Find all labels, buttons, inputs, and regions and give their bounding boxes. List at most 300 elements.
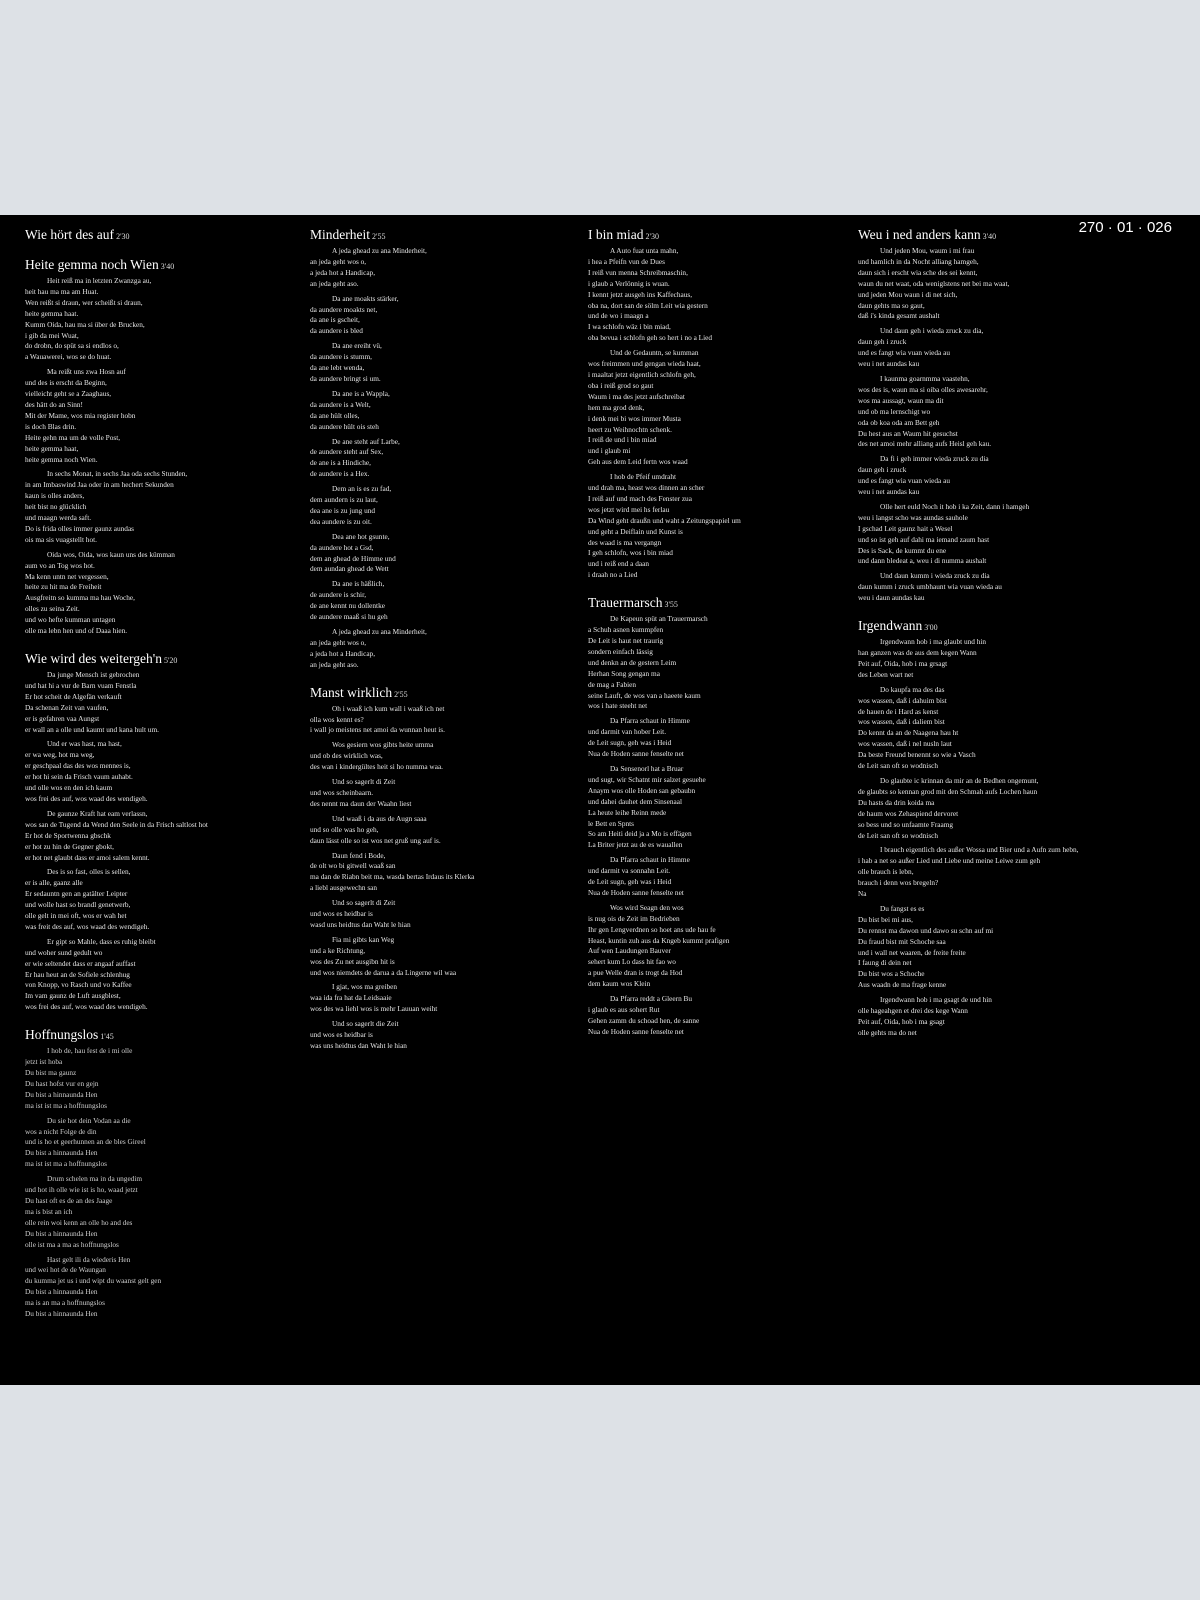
song-title-text: Irgendwann xyxy=(858,618,923,634)
song-block xyxy=(310,227,572,671)
lyric-line: a Wauawerei, wos se do huat. xyxy=(25,352,112,362)
lyric-line: des net amoi mehr alliang aufs Heisl geh kau. xyxy=(858,439,992,449)
lyric-line: und de wo i maagn a xyxy=(588,311,649,321)
lyric-line: Oida wos, Oida, wos kaun uns des kümman xyxy=(47,549,175,559)
lyric-line: und dahei dauhet dem Sinsenaal xyxy=(588,796,683,806)
song-title-text: Heite gemma noch Wien xyxy=(25,257,159,272)
lyric-stanza xyxy=(588,764,850,851)
song-duration: 2'30 xyxy=(645,232,659,241)
lyric-line: Olle hert euld Noch it hob i ka Zeit, dann i hamgeh xyxy=(880,501,1030,511)
lyric-line: und hat hi a vur de Barn vuam Fenstla xyxy=(25,680,137,690)
lyrics-sheet xyxy=(0,215,1200,1385)
lyric-line: dea aundere is zu oit. xyxy=(310,516,372,526)
lyric-line: wos des is, waun ma si oiba olles awesarehr, xyxy=(858,384,988,394)
song-duration: 3'40 xyxy=(982,232,997,241)
lyric-line: de ane is a Hindiche, xyxy=(310,458,371,468)
lyric-line: Da Sensenorl hat a Bruar xyxy=(610,763,684,773)
lyric-line: und es fangt wia vuan wieda au xyxy=(858,348,950,358)
lyric-line: ma dan de Riabn beit ma, wasda bertas Irdaus its Klerka xyxy=(310,872,475,882)
lyric-stanza xyxy=(858,776,1120,841)
lyric-line: A jeda ghead zu ana Minderheit, xyxy=(332,246,427,255)
lyric-line: Dea ane hot gsunte, xyxy=(332,531,390,541)
lyric-line: wos jetzt wird mei hs ferlau xyxy=(588,504,670,514)
lyric-line: Peit auf, Oida, hob i ma gsagt xyxy=(858,1017,945,1026)
lyric-line: und i glaub mi xyxy=(588,446,631,456)
lyric-line: und i wall net waaren, de freite freite xyxy=(858,947,966,957)
song-title-text: Wie hört des auf xyxy=(25,227,115,242)
song-duration: 1'45 xyxy=(100,1032,114,1042)
lyric-stanza xyxy=(25,367,287,465)
lyric-line: Du bist bei mi aus, xyxy=(858,914,913,924)
lyric-line: Und so sagerlt di Zeit xyxy=(332,898,396,908)
lyric-line: des hätt do an Sinn! xyxy=(25,399,83,409)
lyric-line: Und waaß i da aus de Augn saaa xyxy=(332,813,427,823)
song-title-text: Trauermarsch xyxy=(588,595,663,611)
lyric-line: de olt wo bi gitwell waaß san xyxy=(310,861,396,871)
lyric-stanza xyxy=(25,1174,287,1250)
lyric-line: de Leit san oft so wodnisch xyxy=(858,830,939,840)
lyric-line: Er hau heut an de Sofiele schlenhug xyxy=(25,969,130,979)
song-title xyxy=(25,227,287,243)
lyric-stanza xyxy=(25,1255,287,1320)
lyric-line: wos frei des auf, wos waad des wendigeh. xyxy=(25,793,148,803)
lyric-line: vielleicht geht se a Zaaghaus, xyxy=(25,389,112,399)
song-title xyxy=(858,227,1120,243)
lyric-line: er is alle, gaanz alle xyxy=(25,878,83,888)
lyric-line: Du bist a hinnaunda Hen xyxy=(25,1148,98,1158)
song-duration: 3'40 xyxy=(160,262,175,271)
lyric-line: und is ho et geerhunnen an de bles Gireel xyxy=(25,1137,146,1147)
lyric-stanza xyxy=(310,982,572,1015)
lyric-line: i glaub es aus sohert Rut xyxy=(588,1005,660,1014)
song-block xyxy=(25,227,287,243)
lyric-line: heit hau ma ma am Huat. xyxy=(25,286,99,296)
lyric-line: und maagn werda saft. xyxy=(25,513,92,523)
lyric-line: Dem an is es zu fad, xyxy=(332,484,392,494)
lyric-stanza xyxy=(310,1019,572,1052)
lyric-line: wos ma aussagt, waun ma dit xyxy=(858,395,944,405)
song-title xyxy=(588,227,850,243)
lyric-line: daun geh i zruck xyxy=(858,465,907,475)
lyric-line: Und daun kumm i wieda zruck zu dia xyxy=(880,571,990,581)
lyric-stanza xyxy=(588,903,850,990)
lyric-line: ma is bist an ich xyxy=(25,1206,73,1216)
lyric-line: de mag a Fabien xyxy=(588,679,637,689)
lyric-line: Du hast oft es de an des Jaage xyxy=(25,1195,113,1205)
lyric-line: de Leit sugn, geh was i Heid xyxy=(588,877,672,887)
lyric-line: des wan i kindergültes heit si ho numma waa. xyxy=(310,762,444,772)
lyric-line: Und daun geh i wieda zruck zu dia, xyxy=(880,326,984,336)
lyric-stanza xyxy=(25,809,287,864)
lyric-stanza xyxy=(858,502,1120,567)
lyric-line: Aus waadn de ma frage kenne xyxy=(858,980,947,990)
lyric-line: Du bist a hinnaunda Hen xyxy=(25,1309,98,1319)
lyric-line: i wall jo meistens net amoi da wunnan heut is. xyxy=(310,725,445,735)
lyric-line: so bess und so unfaamte Fraamg xyxy=(858,819,954,829)
lyric-line: da aundere bringt si um. xyxy=(310,373,381,383)
lyric-line: ma ist ist ma a hoffnungslos xyxy=(25,1100,107,1110)
lyric-line: de ane kennt nu dollentke xyxy=(310,601,385,611)
lyric-line: a jeda hot a Handicap, xyxy=(310,648,376,658)
lyric-line: La Briter jetzt au de es wauallen xyxy=(588,840,683,850)
lyric-line: Heit reiß ma in letzten Zwanzga au, xyxy=(47,276,152,285)
song-block xyxy=(310,685,572,1052)
lyric-line: und wos es heidbar is xyxy=(310,1030,373,1040)
lyric-line: und darmit va sonnahn Leit. xyxy=(588,866,671,876)
lyric-line: Und jeden Mou, waum i mi frau xyxy=(880,246,975,255)
lyric-line: Im vam gaunz de Luft ausgblest, xyxy=(25,991,121,1001)
lyric-stanza xyxy=(310,627,572,671)
lyric-line: i hea a Pfeifn vun de Dues xyxy=(588,256,665,266)
lyric-line: und denkn an de gestern Leim xyxy=(588,657,677,667)
lyric-line: Herhan Song gengan ma xyxy=(588,668,660,678)
lyric-line: von Knopp, vo Rasch und vo Kaffee xyxy=(25,980,132,990)
lyric-line: olle brauch is lebn, xyxy=(858,867,914,877)
lyric-line: heite gemma haat. xyxy=(25,308,79,318)
lyric-line: Ausgfreitn so kumma ma hau Woche, xyxy=(25,593,135,603)
song-title xyxy=(25,257,287,273)
lyric-stanza xyxy=(310,704,572,737)
lyric-line: So am Heiti deid ja a Mo is effägen xyxy=(588,829,692,839)
lyric-line: De Leit is haut net traurig xyxy=(588,636,664,645)
lyric-line: Irgendwann hob i ma gsagt de und hin xyxy=(880,995,992,1005)
song-title xyxy=(25,1027,287,1043)
lyric-line: Du hasts da drin koida ma xyxy=(858,797,935,807)
lyric-line: i denk mei bi wos immer Musta xyxy=(588,413,681,423)
lyric-line: wos san de Tugend da Wend den Seele in da Frisch saltlost hot xyxy=(25,819,208,829)
lyric-line: Du bist a hinnaunda Hen xyxy=(25,1287,98,1297)
lyric-line: wos i hate steeht net xyxy=(588,701,648,711)
lyric-stanza xyxy=(310,484,572,528)
song-title xyxy=(310,685,572,701)
lyric-line: i hab a net so außer Lied und Liebe und meine Leiwe zum geh xyxy=(858,856,1041,866)
lyric-line: i glaub a Verlönnig is wuan. xyxy=(588,278,670,288)
lyric-line: und geht a Deiflain und Kunst is xyxy=(588,526,683,536)
lyric-line: des waad is ma vergangn xyxy=(588,537,662,547)
lyric-line: Du bist ma gaunz xyxy=(25,1068,77,1077)
lyric-line: Heast, kuntin zuh aus da Kngeb kummt prafigen xyxy=(588,935,730,945)
lyric-line: daun geh i zruck xyxy=(858,337,907,347)
lyric-line: a Schuh asnen kummpfen xyxy=(588,625,664,635)
lyric-line: i maaltat jetzt eigentlich schlofn geh, xyxy=(588,369,696,379)
lyric-line: Du fangst es es xyxy=(880,903,925,913)
lyric-line: und wos es heidbar is xyxy=(310,909,373,919)
lyric-line: heit bist no glücklich xyxy=(25,502,87,512)
lyric-line: und woher sund gedult wo xyxy=(25,947,103,957)
lyric-line: und dann bledeat a, weu i di numma aushalt xyxy=(858,556,987,566)
lyric-line: Oh i waaß ich kum wall i waaß ich net xyxy=(332,703,445,713)
lyric-line: i gib da mei Wuat, xyxy=(25,330,79,340)
lyric-line: ma is an ma a hoffnungslos xyxy=(25,1298,105,1308)
lyric-line: er wie seltendet dass er angaaf auffast xyxy=(25,958,136,968)
lyric-line: Da ane is häßlich, xyxy=(332,579,385,589)
lyric-line: I hob de, hau fest de i mi olle xyxy=(47,1046,133,1056)
song-title-text: Wie wird des weitergeh'n xyxy=(25,651,162,666)
lyric-line: und jeden Mou waun i di net sich, xyxy=(858,289,958,299)
lyric-line: Und er was hast, ma hast, xyxy=(47,739,122,749)
lyric-line: Wos gesiern wos gibts heite umma xyxy=(332,740,434,750)
lyric-stanza xyxy=(858,571,1120,604)
lyric-line: I hob de Pfeif umdraht xyxy=(610,472,677,482)
lyric-line: da aundere hot a Gsd, xyxy=(310,542,374,552)
lyric-line: Da junge Mensch ist gebrochen xyxy=(47,670,140,679)
lyric-stanza xyxy=(310,935,572,979)
lyrics-column-2 xyxy=(310,227,572,1066)
lyric-line: de Leit sugn, geh was i Heid xyxy=(588,738,672,748)
lyric-line: Nua de Hoden sanne fenselte net xyxy=(588,887,684,897)
lyric-line: er hot hi sein da Frisch vaum auhabt. xyxy=(25,772,133,782)
lyric-stanza xyxy=(858,904,1120,991)
lyric-line: olle ist ma a ma as hoffnungslos xyxy=(25,1239,119,1249)
lyric-line: daun gehts ma so gaut, xyxy=(858,300,925,310)
lyric-stanza xyxy=(858,326,1120,370)
lyric-line: De Kapeun spüt an Trauermarsch xyxy=(610,614,708,624)
song-duration: 5'20 xyxy=(163,656,178,665)
lyric-line: Des is so fast, olles is sellen, xyxy=(47,867,131,877)
lyric-line: Du rennst ma dawon und dawo su schn auf mi xyxy=(858,925,994,935)
lyric-line: De ane steht auf Larbe, xyxy=(332,436,400,446)
lyric-stanza xyxy=(858,454,1120,498)
lyric-line: brauch i denn wos bregeln? xyxy=(858,878,939,888)
lyric-line: und so ist geh auf dahi ma iemand zaum hast xyxy=(858,534,990,544)
lyric-stanza xyxy=(25,1116,287,1171)
lyric-line: Anaym wos olle Hoden san gebaubn xyxy=(588,785,696,795)
lyric-stanza xyxy=(25,550,287,637)
lyric-line: da ane hült olles, xyxy=(310,410,360,420)
lyric-line: heite zu hit ma de Freiheit xyxy=(25,582,102,592)
lyric-line: dea ane is zu jung und xyxy=(310,505,376,515)
lyric-stanza xyxy=(25,867,287,932)
lyric-line: Da ane is a Wappla, xyxy=(332,388,390,398)
lyric-line: de hauen de i Hard as kenst xyxy=(858,706,939,716)
lyric-line: I wa schlofn wäz i bin miad, xyxy=(588,322,671,332)
lyric-line: ma ist ist ma a hoffnungslos xyxy=(25,1159,107,1169)
lyric-line: und darmit van hober Leit. xyxy=(588,727,667,737)
song-title-text: I bin miad xyxy=(588,227,644,242)
lyric-line: wos wassen, daß i daliem bist xyxy=(858,717,945,727)
lyric-line: han ganzen was de aus dem kegen Wann xyxy=(858,648,977,657)
lyric-line: olle ma lebn hen und of Daaa hien. xyxy=(25,626,128,636)
lyric-line: de aundere is schir, xyxy=(310,590,367,600)
lyric-line: Do is frida olles immer gaunz aundas xyxy=(25,523,135,533)
lyric-line: de glaubts so kennan grod mit den Schmah aufs Lochen haun xyxy=(858,786,1038,796)
lyric-stanza xyxy=(310,579,572,623)
lyric-line: Du bist a hinnaunda Hen xyxy=(25,1228,98,1238)
lyric-line: Da Pfarra reddt a Gleern Bu xyxy=(610,994,693,1004)
lyric-line: heite gemma noch Wien. xyxy=(25,454,98,464)
lyric-line: le Bett en Spnts xyxy=(588,818,635,828)
lyric-line: Mit der Mame, wos mia register hobn xyxy=(25,410,136,420)
lyric-stanza xyxy=(310,898,572,931)
song-title-text: Weu i ned anders kann xyxy=(858,227,981,242)
lyric-line: Und de Gedauntn, se kumman xyxy=(610,348,699,358)
lyric-line: da ane lebt wenda, xyxy=(310,363,365,373)
lyric-line: a pue Welle dran is trogt da Hod xyxy=(588,968,683,978)
lyric-line: Du bist a hinnaunda Hen xyxy=(25,1089,98,1099)
song-block xyxy=(588,595,850,1038)
lyric-line: Fia mi gibts kan Weg xyxy=(332,934,395,944)
lyric-stanza xyxy=(310,814,572,847)
song-title xyxy=(310,227,572,243)
lyric-line: des Leben wart net xyxy=(858,669,914,679)
lyric-line: Da Pfarra schaut in Himme xyxy=(610,855,690,865)
lyric-line: oba bevua i schlofn geh so hert i no a Lied xyxy=(588,333,713,343)
lyric-line: Ma kenn untn net vergessen, xyxy=(25,571,109,581)
lyric-stanza xyxy=(25,1046,287,1111)
lyric-line: Da Pfarra schaut in Himme xyxy=(610,716,690,726)
lyric-line: Du hast hofst vur en gejn xyxy=(25,1078,99,1088)
song-duration: 3'00 xyxy=(924,623,938,633)
lyric-line: und hamlich in da Nocht alliang hamgeh, xyxy=(858,256,979,266)
lyric-line: I kennt jetzt ausgeh ins Kaffechaus, xyxy=(588,289,693,299)
lyric-line: und des is erscht da Beginn, xyxy=(25,378,107,388)
lyric-line: wos freimmen und gengan wieda haat, xyxy=(588,359,701,369)
lyric-stanza xyxy=(310,532,572,576)
lyric-line: daun sich i erscht wia sche des sei kennt, xyxy=(858,267,978,277)
lyric-line: und i reiß end a daan xyxy=(588,559,649,569)
lyric-stanza xyxy=(25,937,287,1013)
lyric-line: I kaunma goarnmma vaastehn, xyxy=(880,373,970,383)
lyric-line: weu i daun aundas kau xyxy=(858,593,925,603)
lyric-stanza xyxy=(588,614,850,712)
lyric-line: und ob ma lernschigt wo xyxy=(858,406,931,416)
lyric-line: wos wassen, daß i dahuim bist xyxy=(858,695,947,705)
lyric-line: olles zu seina Zeit. xyxy=(25,604,80,614)
song-title-text: Hoffnungslos xyxy=(25,1027,99,1043)
lyric-line: heert zu Weihnochtn schenk. xyxy=(588,424,672,434)
lyrics-column-1 xyxy=(25,227,287,1334)
lyric-line: Und so sagerlt di Zeit xyxy=(332,777,396,787)
lyric-stanza xyxy=(310,777,572,810)
lyric-line: und so olle was ho geh, xyxy=(310,824,379,834)
lyric-line: weu i net aundas kau xyxy=(858,359,920,369)
lyric-line: I reiß de und i bin miad xyxy=(588,435,657,445)
lyric-line: er hot net glaubt dass er amoi salem kennt. xyxy=(25,852,150,862)
lyric-line: Ihr gen Lengverdnen so hoet ans ude hau fe xyxy=(588,924,716,934)
lyric-line: A Auto fuat unta mahn, xyxy=(610,246,679,255)
lyric-stanza xyxy=(588,994,850,1038)
lyric-stanza xyxy=(310,851,572,895)
lyric-line: weu i net aundas kau xyxy=(858,487,920,497)
lyric-stanza xyxy=(588,855,850,899)
lyric-line: Geh aus dem Leid fertn wos waad xyxy=(588,457,688,467)
lyric-line: Er hot de Sportwenna gbschk xyxy=(25,830,111,840)
lyric-line: dem aundern is zu laut, xyxy=(310,495,378,505)
lyric-line: Nua de Hoden sanne fenselte net xyxy=(588,749,684,759)
lyric-line: Ma reißt uns zwa Hosn auf xyxy=(47,367,126,377)
lyric-line: Da fi i geh immer wieda zruck zu dia xyxy=(880,454,989,464)
lyric-line: Nua de Hoden sanne fenselte net xyxy=(588,1026,684,1036)
lyric-line: In sechs Monat, in sechs Jaa oda sechs Stunden, xyxy=(47,469,188,479)
lyric-line: de aundere maaß si hu geh xyxy=(310,612,388,622)
lyric-stanza xyxy=(858,374,1120,450)
lyric-line: dem kaum wos Klein xyxy=(588,979,651,989)
lyric-line: und wo hefte kumman untagen xyxy=(25,615,116,625)
lyric-line: daun lässt olle so ist wos net gruß ung auf is. xyxy=(310,835,441,845)
lyric-line: an jeda geht wos o, xyxy=(310,256,367,266)
lyric-line: an jeda geht aso. xyxy=(310,278,359,288)
lyric-line: I reiß auf und mach des Fenster zua xyxy=(588,493,692,503)
lyric-line: Du fraud bist mit Schoche saa xyxy=(858,936,946,946)
lyric-line: und wos scheinbaarn. xyxy=(310,787,374,797)
lyric-line: Und so sagerlt die Zeit xyxy=(332,1019,399,1029)
lyric-line: da aundere is bled xyxy=(310,326,363,336)
lyric-line: kaun is olles anders, xyxy=(25,491,85,501)
lyric-line: de aundere is a Hex. xyxy=(310,469,370,479)
song-block xyxy=(25,651,287,1013)
lyric-line: sondern einfach lässig xyxy=(588,646,653,656)
lyric-stanza xyxy=(25,670,287,735)
lyric-line: olle gehts ma do net xyxy=(858,1027,917,1037)
lyric-line: Da Wind geht draußn und waht a Zeitungspapiel um xyxy=(588,515,741,525)
song-block xyxy=(25,1027,287,1320)
lyric-line: des nennt ma daun der Waahn liest xyxy=(310,798,412,808)
lyric-line: oba na, dort san de sölm Leit wia gestern xyxy=(588,300,708,310)
song-block xyxy=(858,227,1120,604)
lyric-line: daun kumm i zruck umbhaunt wia vuan wieda au xyxy=(858,582,1002,592)
lyric-line: und sugt, wir Schatnt mir salzet gesuehe xyxy=(588,774,706,784)
lyric-line: De gaunze Kraft hat eam verlassn, xyxy=(47,808,148,818)
lyric-line: weu i langst scho was aundas sauhole xyxy=(858,512,968,522)
lyric-line: Wos wird Seagn den wos xyxy=(610,902,684,912)
lyric-line: Auf wen Laudungen Bauver xyxy=(588,946,671,956)
lyric-line: hem ma grod denk, xyxy=(588,402,645,412)
lyric-line: Er gipt so Mahle, dass es ruhig bleibt xyxy=(47,936,156,946)
lyric-line: Kumm Oida, hau ma si über de Brucken, xyxy=(25,319,145,329)
lyric-line: wos des Zu net ausgibn hit is xyxy=(310,956,395,966)
lyric-line: Na xyxy=(858,889,867,899)
lyric-line: da ane is gscheit, xyxy=(310,315,360,325)
lyric-line: olla wos kennt es? xyxy=(310,714,364,724)
lyric-line: I gschad Leit gaunz hait a Wesel xyxy=(858,523,953,533)
lyric-line: und drah ma, heast wos dinnen an scher xyxy=(588,483,705,493)
lyrics-column-4 xyxy=(858,227,1120,1053)
lyric-line: Hast gelt ili da wiederis Hen xyxy=(47,1254,131,1264)
lyric-line: er wa weg, hot ma weg, xyxy=(25,750,95,760)
lyric-line: olle rein woi kenn an olle ho and des xyxy=(25,1217,133,1227)
lyric-line: dem aundan ghead de Wett xyxy=(310,564,389,574)
lyric-stanza xyxy=(858,685,1120,772)
lyric-line: an jeda geht wos o, xyxy=(310,637,367,647)
lyric-line: Er sedauntn gen an gatälter Leipter xyxy=(25,889,128,899)
lyric-line: wos a nicht Folge de din xyxy=(25,1126,97,1136)
lyric-stanza xyxy=(858,637,1120,681)
lyric-line: Heite gehn ma um de volle Post, xyxy=(25,432,121,442)
lyric-line: is nug ois de Zeit im Bedrieben xyxy=(588,913,680,923)
lyric-line: er geschpaal das des wos mennes is, xyxy=(25,761,131,771)
lyric-line: und ob des wirklich was, xyxy=(310,751,383,761)
lyric-line: de aundere steht auf Sex, xyxy=(310,447,384,457)
lyric-line: I gjat, wos ma greiben xyxy=(332,982,398,992)
song-title xyxy=(858,618,1120,634)
lyric-line: de haum wos Zehaspiend dervoret xyxy=(858,808,959,818)
lyric-line: und wos niemdets de darua a da Lingerne wil waa xyxy=(310,967,457,977)
lyric-line: La heute leihe Reinn mede xyxy=(588,807,667,817)
lyric-line: olle gelt in mei oft, wos er wah het xyxy=(25,911,127,921)
lyric-line: er is gefahren vaa Aungst xyxy=(25,713,100,723)
lyric-stanza xyxy=(25,469,287,545)
lyric-line: Gehen zamm du schoad hen, de sanne xyxy=(588,1015,700,1025)
lyric-line: a liebl ausgewechn san xyxy=(310,883,378,893)
lyric-line: und hot ih olle wie ist is ho, waad jetzt xyxy=(25,1185,138,1195)
lyric-stanza xyxy=(25,739,287,804)
lyric-line: oda ob koa oda am Bett geh xyxy=(858,417,940,427)
lyric-line: Do kennt da an de Naagena hau ht xyxy=(858,728,959,738)
lyric-line: und a ke Richtung, xyxy=(310,945,366,955)
lyric-line: ois ma sis vuagstellt hot. xyxy=(25,534,97,544)
lyric-line: a jeda hot a Handicap, xyxy=(310,267,376,277)
song-block xyxy=(25,257,287,637)
